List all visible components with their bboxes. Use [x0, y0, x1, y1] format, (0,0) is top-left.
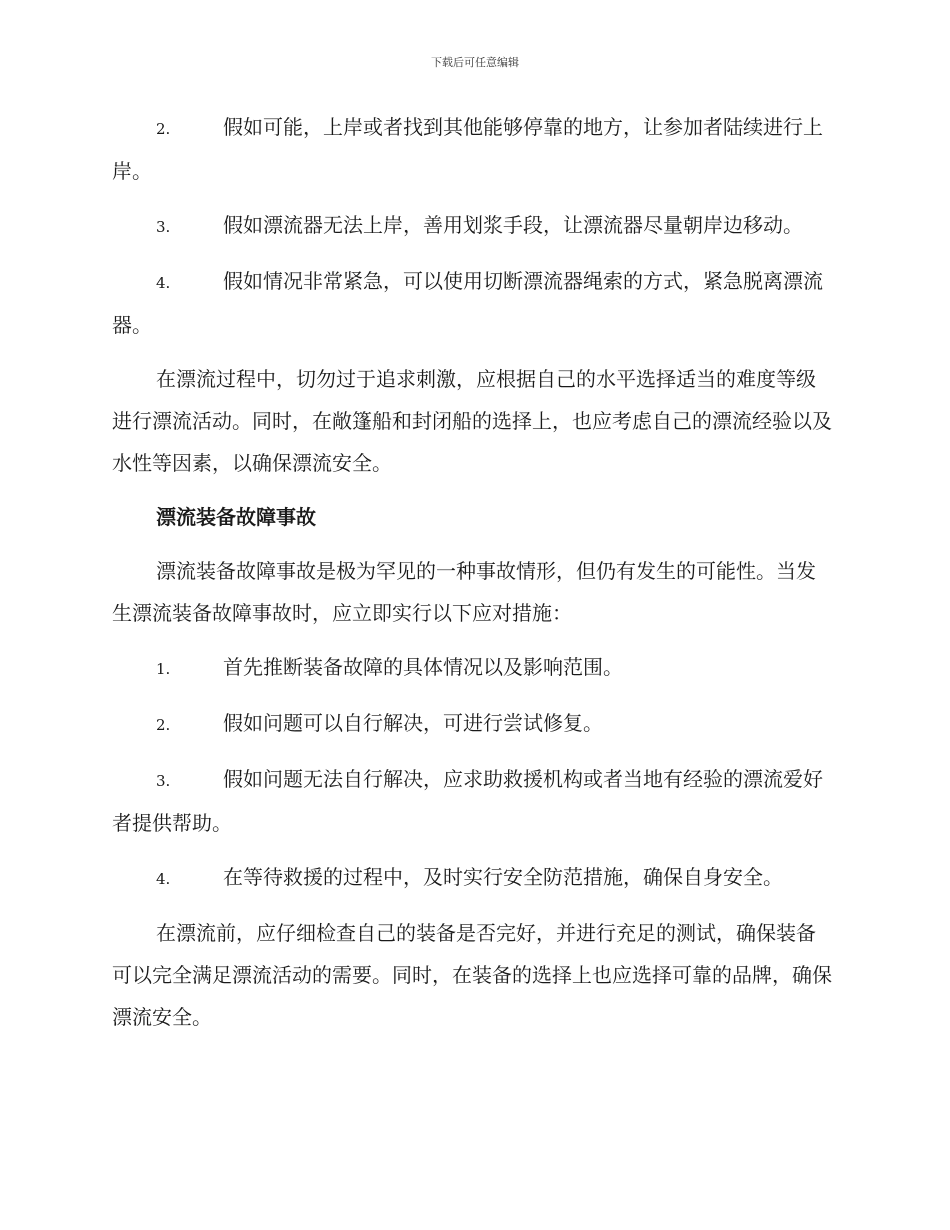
- list-item: [112, 856, 834, 900]
- list-text: 假如问题无法自行解决，应求助救援机构或者当地有经验的漂流爱好者提供帮助。: [112, 767, 823, 835]
- list-number: 1.: [156, 660, 171, 678]
- document-body: [112, 106, 834, 1050]
- list-item: [112, 106, 834, 192]
- body-paragraph: 在漂流过程中，切勿过于追求刺激，应根据自己的水平选择适当的难度等级进行漂流活动。同时，在敞篷船和封闭船的选择上，也应考虑自己的漂流经验以及水性等因素，以确保漂流安全。: [112, 367, 832, 475]
- list-text: 假如问题可以自行解决，可进行尝试修复。: [223, 711, 603, 735]
- intro-paragraph: 漂流装备故障事故是极为罕见的一种事故情形，但仍有发生的可能性。当发生漂流装备故障事故时，应立即实行以下应对措施：: [112, 559, 816, 625]
- list-number: 4.: [156, 870, 171, 888]
- list-number: 3.: [156, 218, 171, 236]
- list-item: [112, 204, 834, 248]
- list-item: [112, 702, 834, 746]
- list-text: 在等待救援的过程中，及时实行安全防范措施，确保自身安全。: [223, 865, 783, 889]
- list-number: 2.: [156, 716, 171, 734]
- list-text: 假如可能，上岸或者找到其他能够停靠的地方，让参加者陆续进行上岸。: [112, 115, 823, 183]
- list-number: 4.: [156, 274, 171, 292]
- list-item: [112, 758, 834, 844]
- body-paragraph: 在漂流前，应仔细检查自己的装备是否完好，并进行充足的测试，确保装备可以完全满足漂流活动的需要。同时，在装备的选择上也应选择可靠的品牌，确保漂流安全。: [112, 921, 832, 1029]
- page-header: 下载后可任意编辑: [431, 56, 519, 69]
- section-heading: 漂流装备故障事故: [156, 505, 316, 529]
- list-text: 假如情况非常紧急，可以使用切断漂流器绳索的方式，紧急脱离漂流器。: [112, 269, 823, 337]
- list-text: 首先推断装备故障的具体情况以及影响范围。: [223, 655, 623, 679]
- list-item: [112, 260, 834, 346]
- list-text: 假如漂流器无法上岸，善用划浆手段，让漂流器尽量朝岸边移动。: [223, 213, 803, 237]
- list-number: 3.: [156, 772, 171, 790]
- list-number: 2.: [156, 120, 171, 138]
- list-item: [112, 646, 834, 690]
